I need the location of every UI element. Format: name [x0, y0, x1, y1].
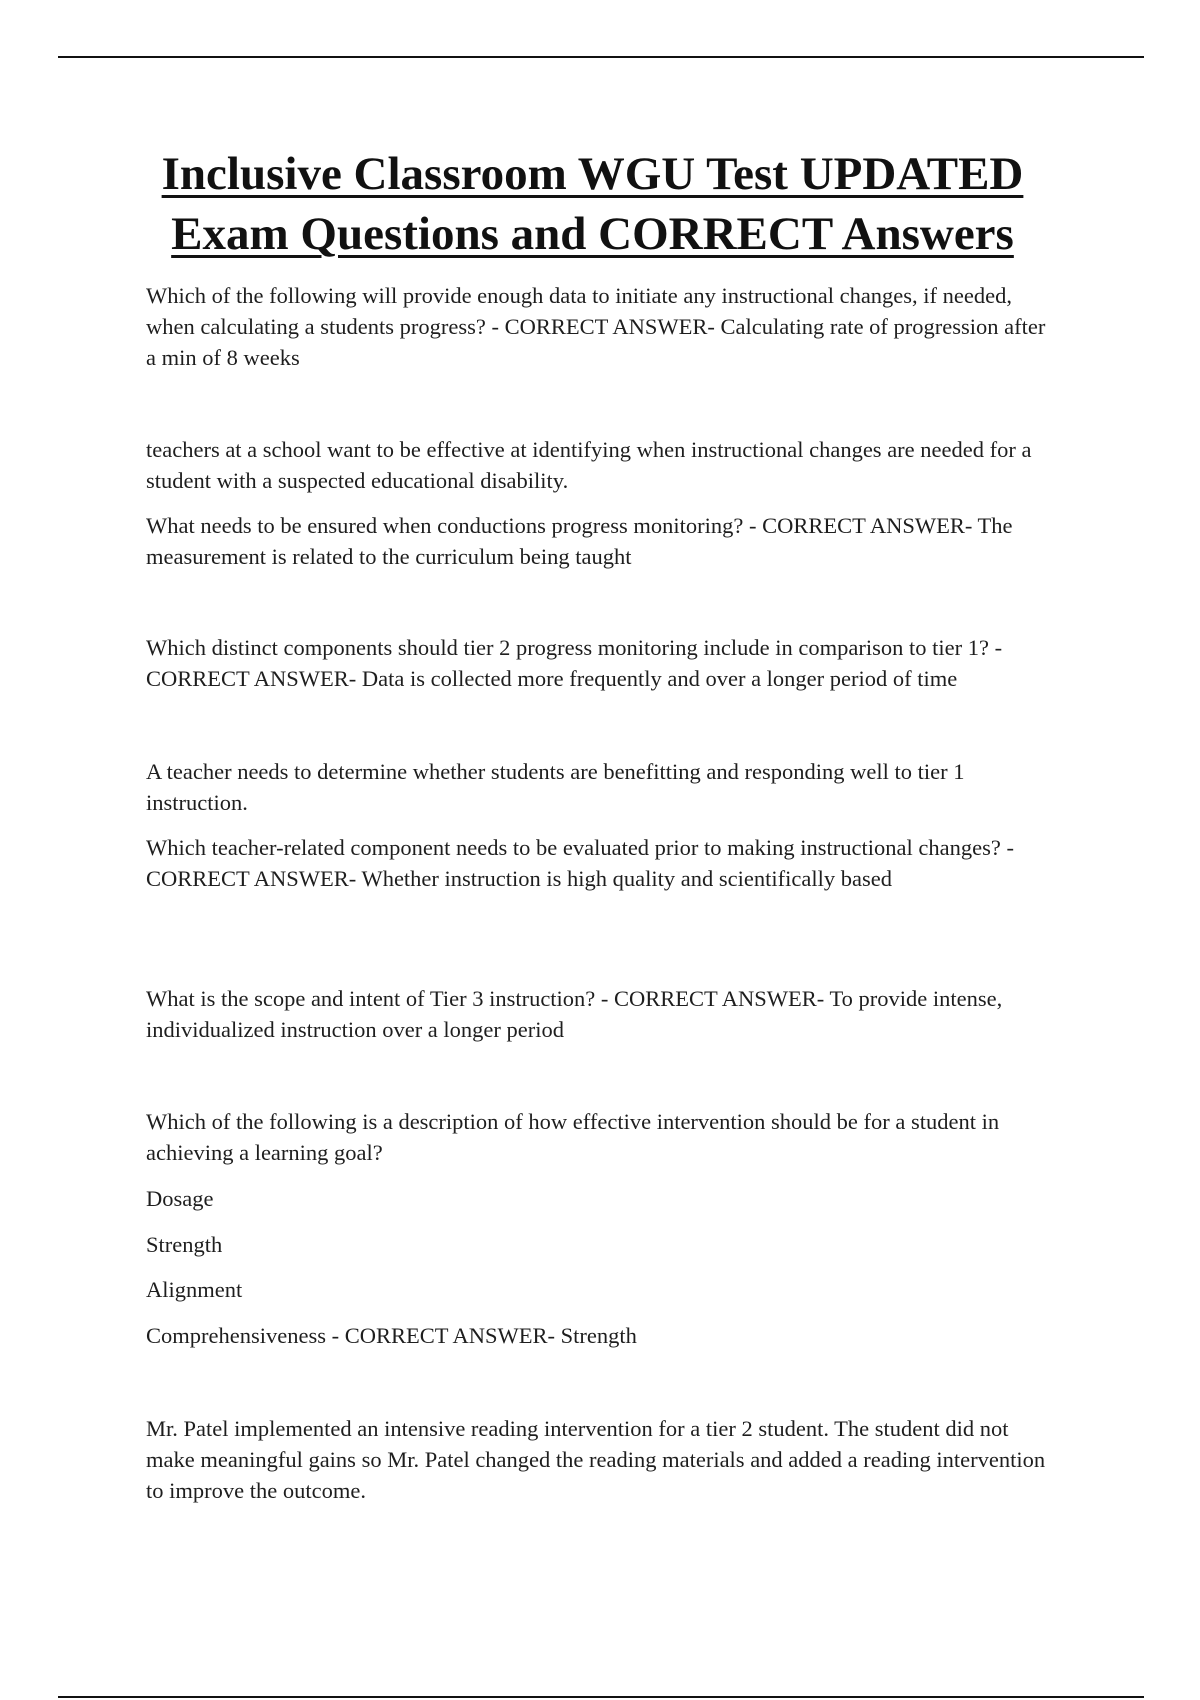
title-line-1: Inclusive Classroom WGU Test UPDATED — [161, 148, 1024, 200]
question-paragraph: Which of the following is a description of how effective intervention should be for a student in achieving a learning goal? — [146, 1109, 1000, 1165]
document-title — [100, 144, 1085, 264]
answer-option: Dosage — [146, 1186, 214, 1211]
question-paragraph: Which teacher-related component needs to be evaluated prior to making instructional changes? - CORRECT ANSWER- Whether instruction is high quality and scientifically based — [146, 835, 1014, 891]
question-paragraph: What needs to be ensured when conductions progress monitoring? - CORRECT ANSWER- The measurement is related to the curriculum being taught — [146, 513, 1013, 569]
top-rule — [58, 56, 1144, 58]
bottom-rule — [58, 1696, 1144, 1698]
question-paragraph: Which distinct components should tier 2 progress monitoring include in comparison to tier 1? - CORRECT ANSWER- Data is collected more frequently and over a longer period of time — [146, 635, 1003, 691]
answer-option: Alignment — [146, 1277, 243, 1302]
question-paragraph: Which of the following will provide enough data to initiate any instructional changes, if needed, when calculating a students progress? - CORRECT ANSWER- Calculating rate of progression after a min of 8 weeks — [146, 283, 1046, 370]
question-paragraph: What is the scope and intent of Tier 3 instruction? - CORRECT ANSWER- To provide intense, individualized instruction over a longer period — [146, 986, 1003, 1042]
scenario-paragraph: teachers at a school want to be effective at identifying when instructional changes are needed for a student with a suspected educational disability. — [146, 437, 1032, 493]
scenario-paragraph: A teacher needs to determine whether students are benefitting and responding well to tier 1 instruction. — [146, 759, 965, 815]
answer-option: Strength — [146, 1232, 223, 1257]
title-line-2: Exam Questions and CORRECT Answers — [171, 208, 1014, 260]
scenario-paragraph: Mr. Patel implemented an intensive reading intervention for a tier 2 student. The student did not make meaningful gains so Mr. Patel changed the reading materials and added a reading intervention to improve the outcome. — [146, 1416, 1046, 1503]
answer-option: Comprehensiveness - CORRECT ANSWER- Strength — [146, 1323, 637, 1348]
